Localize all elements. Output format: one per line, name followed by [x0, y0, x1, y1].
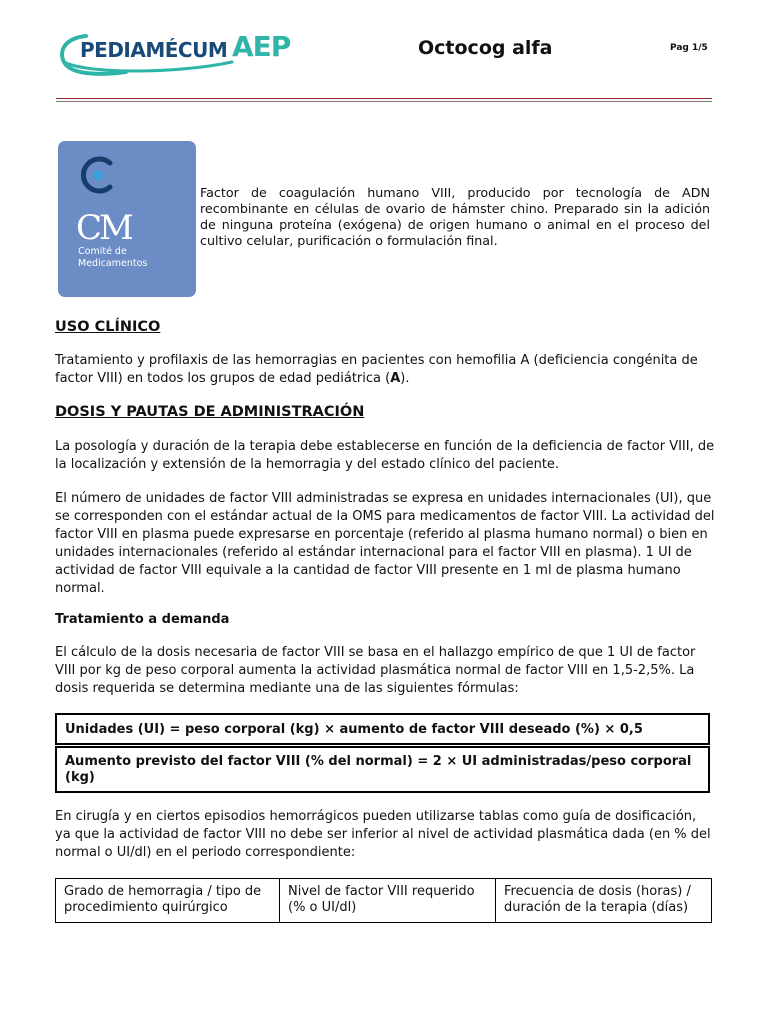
page-number: Pag 1/5 [670, 43, 708, 53]
tratamiento-demanda-heading: Tratamiento a demanda [55, 612, 230, 627]
intro-paragraph: Factor de coagulación humano VIII, producido por tecnología de ADN recombinante en células de ovario de hámster chino. Preparado sin la adición de ninguna proteína (exógena) de origen humano o animal en el proceso del cultivo celular, purificación o formulación final. [200, 185, 710, 248]
badge-subtitle [78, 246, 147, 270]
pediamecum-logo [56, 28, 302, 78]
header-rule-gray [56, 101, 712, 102]
badge-line1: Comité de [78, 246, 127, 257]
header-rule-red [56, 98, 712, 99]
table-header-row [56, 879, 712, 923]
uso-clinico-heading: USO CLÍNICO [55, 319, 161, 335]
cm-badge [58, 141, 196, 297]
logo-text: PEDIAMÉCUM [80, 38, 228, 62]
cm-circle-icon [76, 153, 120, 197]
badge-line2: Medicamentos [78, 258, 148, 269]
formula-box-1: Unidades (UI) = peso corporal (kg) × aumento de factor VIII deseado (%) × 0,5 [55, 713, 710, 745]
uso-text-before: Tratamiento y profilaxis de las hemorragias en pacientes con hemofilia A (deficiencia congénita de factor VIII) en todos los grupos de edad pediátrica ( [55, 353, 698, 386]
table-header-cell: Frecuencia de dosis (horas) / duración de la terapia (días) [496, 879, 712, 923]
dosis-heading: DOSIS Y PAUTAS DE ADMINISTRACIÓN [55, 404, 365, 420]
badge-cm-text: CM [76, 208, 131, 248]
uso-clinico-text [55, 352, 715, 388]
table-header-cell: Nivel de factor VIII requerido (% o UI/dl) [280, 879, 496, 923]
formula-box-2: Aumento previsto del factor VIII (% del normal) = 2 × UI administradas/peso corporal (kg) [55, 746, 710, 793]
dosing-table [55, 878, 712, 923]
dosis-paragraph-4: En cirugía y en ciertos episodios hemorrágicos pueden utilizarse tablas como guía de dosificación, ya que la actividad de factor VIII no debe ser inferior al nivel de actividad plasmática dada (en % del normal o UI/dl) en el periodo correspondiente: [55, 809, 711, 860]
uso-text-grade: A [390, 371, 401, 386]
uso-text-after: ). [400, 371, 410, 386]
document-title: Octocog alfa [418, 37, 553, 59]
table-header-cell: Grado de hemorragia / tipo de procedimiento quirúrgico [56, 879, 280, 923]
logo-aep: AEP [232, 30, 291, 63]
dosis-paragraph-3: El cálculo de la dosis necesaria de factor VIII se basa en el hallazgo empírico de que 1 UI de factor VIII por kg de peso corporal aumenta la actividad plasmática normal de factor VIII en 1,5-2,5%. La dosis requerida se determina mediante una de las siguientes fórmulas: [55, 645, 696, 696]
dosis-paragraph-2: El número de unidades de factor VIII administradas se expresa en unidades internacionales (UI), que se corresponden con el estándar actual de la OMS para medicamentos de factor VIII. La actividad del factor VIII en plasma puede expresarse en porcentaje (referido al plasma humano normal) o bien en unidades internacionales (referido al estándar internacional para el factor VIII en plasma). 1 UI de actividad de factor VIII equivale a la cantidad de factor VIII presente en 1 ml de plasma humano normal. [55, 491, 715, 596]
dosis-paragraph-1: La posología y duración de la terapia debe establecerse en función de la deficiencia de factor VIII, de la localización y extensión de la hemorragia y del estado clínico del paciente. [55, 439, 715, 472]
